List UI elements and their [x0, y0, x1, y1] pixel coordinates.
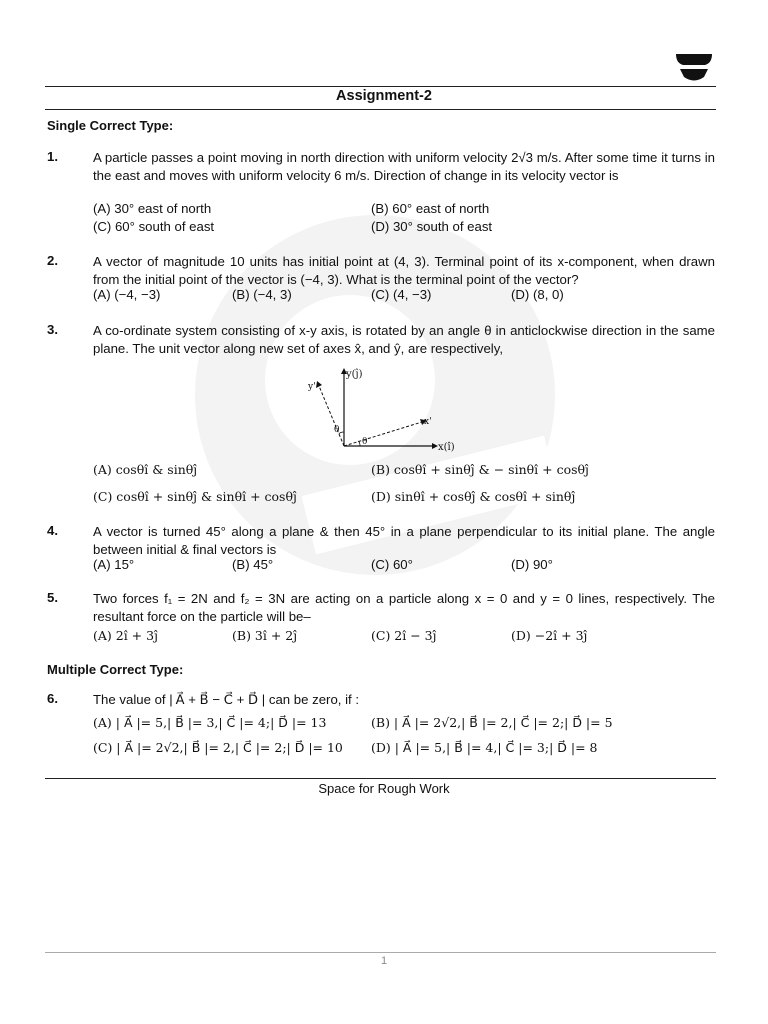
question-text: A vector is turned 45° along a plane & then 45° in a plane perpendicular to its initial plane. The angle between initial & final vectors is [93, 524, 715, 557]
option-a: (A) 2î + 3ĵ [93, 628, 158, 643]
option-a: (A) (−4, −3) [93, 287, 161, 302]
y-prime-arrow-icon [316, 381, 322, 388]
y-prime-axis [319, 386, 344, 446]
option-a: (A) cosθî & sinθĵ [93, 462, 198, 477]
option-b: (B) cosθî + sinθĵ & − sinθî + cosθĵ [371, 462, 589, 477]
y-prime-label: y' [308, 382, 316, 392]
option-c: (C) 60° south of east [93, 219, 215, 234]
theta-label-y: θ [334, 425, 340, 435]
option-c: (C) 2î − 3ĵ [371, 628, 437, 643]
rough-work-label: Space for Rough Work [318, 781, 450, 796]
page-title: Assignment-2 [336, 88, 432, 104]
page-number: 1 [380, 955, 388, 967]
question-number: 6. [47, 691, 58, 706]
theta-label-x: θ [362, 437, 368, 447]
question-number: 2. [47, 253, 58, 268]
question-text: A co-ordinate system consisting of x-y axis, is rotated by an angle θ in anticlockwise direction in the same plane. The unit vector along new set of axes x̂, and ŷ, are respectively, [93, 323, 715, 356]
option-d: (D) | A⃗ |= 5,| B⃗ |= 4,| C⃗ |= 3;| D⃗ |= 8 [371, 740, 598, 755]
rotated-axes-diagram [300, 362, 460, 458]
header-rule [45, 86, 716, 87]
option-c: (C) 60° [371, 557, 413, 572]
question-number: 3. [47, 322, 58, 337]
question-number: 5. [47, 590, 58, 605]
title-rule [45, 109, 716, 110]
question-text: A vector of magnitude 10 units has initial point at (4, 3). Terminal point of its x-component, when drawn from the initial point of the vector is (−4, 3). What is the terminal point of the vector? [93, 254, 715, 287]
x-axis-label: x(î) [438, 442, 455, 453]
question-text: The value of | A⃗ + B⃗ − C⃗ + D⃗ | can be zero, if : [93, 692, 360, 707]
option-d: (D) (8, 0) [511, 287, 564, 302]
theta-arc-x [358, 441, 360, 446]
option-d: (D) 90° [511, 557, 553, 572]
option-b: (B) (−4, 3) [232, 287, 292, 302]
x-prime-axis [344, 422, 422, 446]
option-d: (D) −2î + 3ĵ [511, 628, 588, 643]
option-b: (B) | A⃗ |= 2√2,| B⃗ |= 2,| C⃗ |= 2;| D⃗ |= 5 [371, 715, 613, 730]
y-axis-label: y(ĵ) [346, 369, 363, 380]
rough-work-rule [45, 778, 716, 779]
x-prime-label: x' [424, 417, 432, 427]
theta-arc-y [339, 432, 344, 434]
question-text: Two forces f₁ = 2N and f₂ = 3N are acting on a particle along x = 0 and y = 0 lines, respectively. The resultant force on the particle will be– [93, 591, 715, 624]
section-heading-single: Single Correct Type: [47, 118, 174, 133]
option-b: (B) 60° east of north [371, 201, 490, 216]
option-c: (C) cosθî + sinθĵ & sinθî + cosθĵ [93, 489, 297, 504]
brand-logo-icon [675, 52, 713, 84]
option-b: (B) 45° [232, 557, 274, 572]
option-a: (A) 30° east of north [93, 201, 212, 216]
option-d: (D) 30° south of east [371, 219, 493, 234]
question-text: A particle passes a point moving in north direction with uniform velocity 2√3 m/s. After some time it turns in the east and moves with uniform velocity 6 m/s. Direction of change in its velocity vector is [93, 150, 715, 183]
section-heading-multiple: Multiple Correct Type: [47, 662, 184, 677]
footer-rule [45, 952, 716, 953]
option-c: (C) | A⃗ |= 2√2,| B⃗ |= 2,| C⃗ |= 2;| D⃗ |= 10 [93, 740, 343, 755]
option-c: (C) (4, −3) [371, 287, 432, 302]
option-a: (A) 15° [93, 557, 135, 572]
option-b: (B) 3î + 2ĵ [232, 628, 298, 643]
question-number: 4. [47, 523, 58, 538]
option-a: (A) | A⃗ |= 5,| B⃗ |= 3,| C⃗ |= 4;| D⃗ |= 13 [93, 715, 327, 730]
question-number: 1. [47, 149, 58, 164]
option-d: (D) sinθî + cosθĵ & cosθî + sinθĵ [371, 489, 576, 504]
